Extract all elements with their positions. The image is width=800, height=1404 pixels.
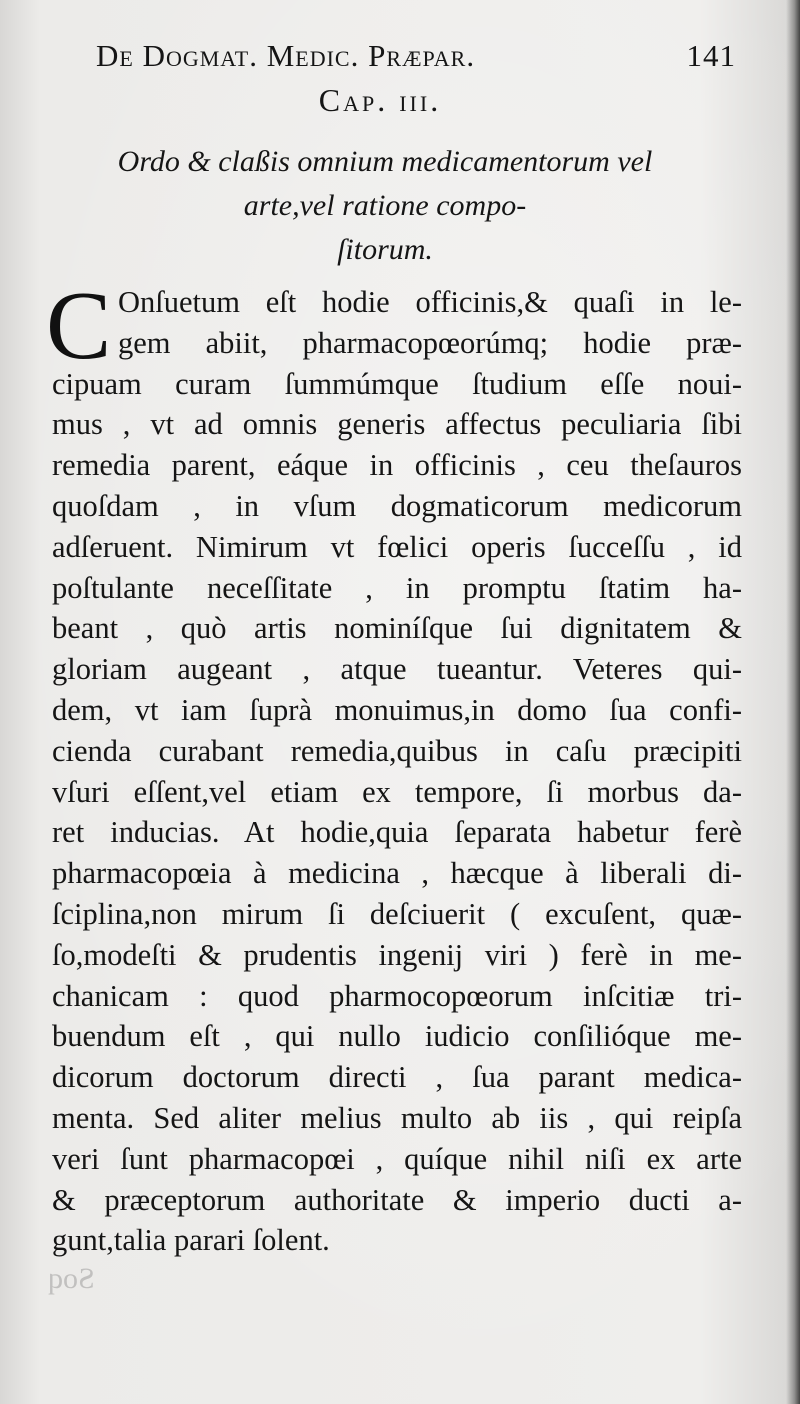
drop-cap: C [46, 272, 112, 380]
text-line: mus , vt ad omnis generis affectus peculiaria ſibi [52, 407, 742, 442]
text-line: buendum eſt , qui nullo iudicio conſilióque me- [52, 1019, 742, 1054]
body-paragraph [52, 282, 742, 1261]
scan-edge [786, 0, 800, 1404]
text-line: cienda curabant remedia,quibus in caſu præcipiti [52, 733, 742, 768]
text-line: chanicam : quod pharmocopœorum inſcitiæ tri- [52, 978, 742, 1013]
text-line: menta. Sed aliter melius multo ab iis , qui reipſa [52, 1100, 742, 1135]
running-title: De Dogmat. Medic. Præpar. [96, 38, 476, 73]
text-line: & præceptorum authoritate & imperio ducti a- [52, 1182, 742, 1217]
section-heading [70, 140, 700, 272]
chapter-label: Cap. iii. [318, 82, 442, 118]
text-line: Onſuetum eſt hodie officinis,& quaſi in le- [118, 285, 742, 319]
text-line: remedia parent, eáque in officinis , ceu theſauros [52, 448, 742, 483]
text-line: gunt,talia parari ſolent. [52, 1223, 330, 1258]
page-number: 141 [686, 38, 736, 73]
text-line: dicorum doctorum directi , ſua parant medica- [52, 1060, 742, 1095]
text-line: pharmacopœia à medicina , hæcque à liberali di- [52, 856, 742, 891]
text-line: ret inducias. At hodie,quia ſeparata habetur ferè [52, 815, 742, 850]
text-line: adſeruent. Nimirum vt fœlici operis ſucceſſu , id [52, 529, 742, 564]
text-line: gloriam augeant , atque tueantur. Veteres qui- [52, 652, 742, 687]
heading-line: ſitorum. [337, 233, 433, 266]
show-through-text: Soq [48, 1262, 95, 1295]
text-line: quoſdam , in vſum dogmaticorum medicorum [52, 488, 742, 523]
text-line: ſciplina,non mirum ſi deſciuerit ( excuſent, quæ- [52, 896, 742, 931]
heading-line: Ordo & claßis omnium medicamentorum vel [117, 145, 653, 178]
text-line: vſuri eſſent,vel etiam ex tempore, ſi morbus da- [52, 774, 742, 809]
text-line: gem abiit, pharmacopœorúmq; hodie præ- [118, 325, 742, 360]
text-line: cipuam curam ſummúmque ſtudium eſſe noui- [52, 366, 742, 401]
text-line: ſo,modeſti & prudentis ingenij viri ) ferè in me- [52, 937, 742, 972]
heading-line: arte,vel ratione compo- [243, 189, 527, 222]
text-line: beant , quò artis nominíſque ſui dignitatem & [52, 611, 742, 646]
text-line: poſtulante neceſſitate , in promptu ſtatim ha- [52, 570, 742, 605]
text-line: dem, vt iam ſuprà monuimus,in domo ſua confi- [52, 692, 742, 727]
page-header [96, 38, 736, 74]
text-line: veri ſunt pharmacopœi , quíque nihil niſi ex arte [52, 1141, 742, 1176]
